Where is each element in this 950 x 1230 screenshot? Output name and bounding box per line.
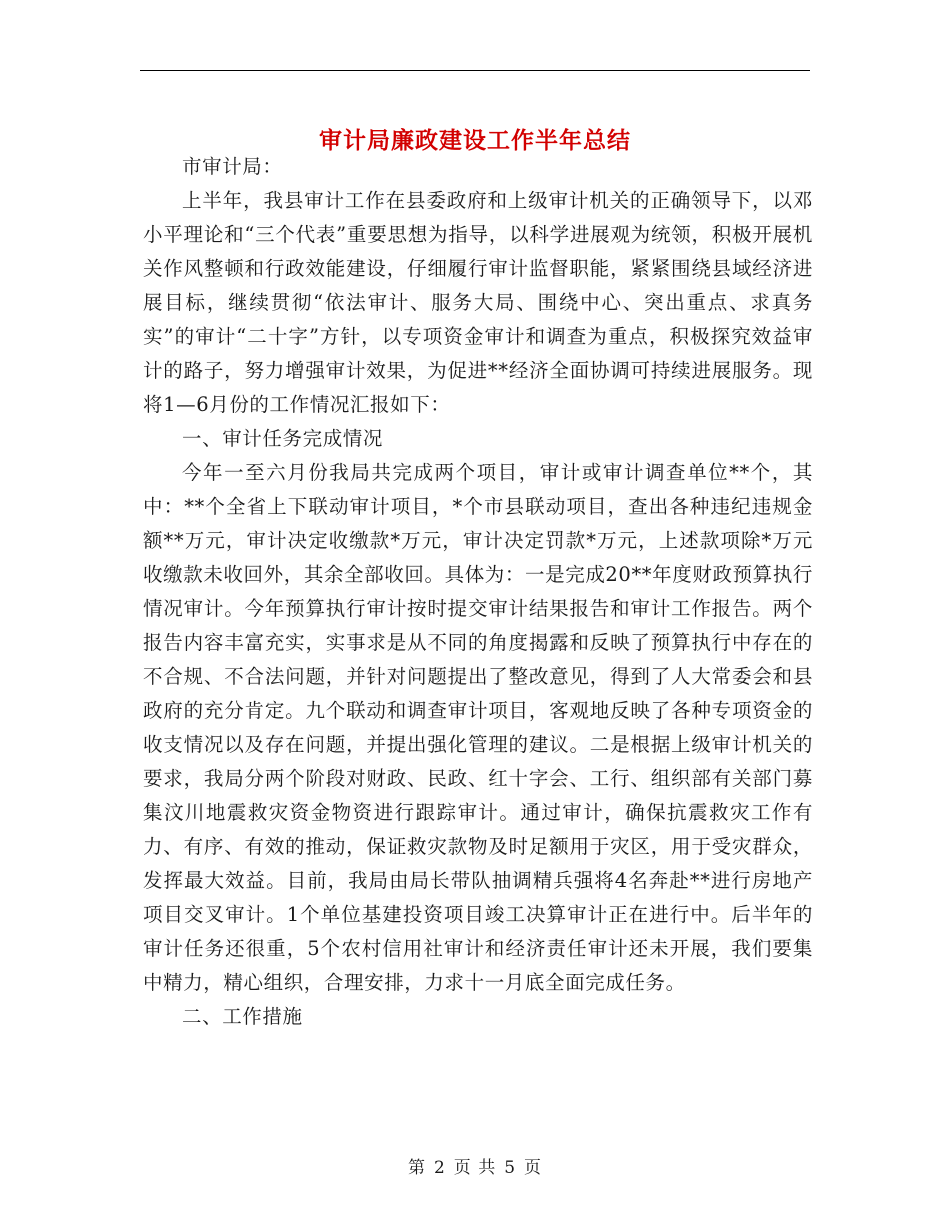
footer-suffix: 页 <box>524 1158 543 1178</box>
footer-prefix: 第 <box>407 1158 426 1178</box>
section-heading-2: 二、工作措施 <box>182 1005 303 1028</box>
document-title: 审计局廉政建设工作半年总结 <box>319 127 631 155</box>
footer-total-pages: 5 <box>504 1158 517 1178</box>
paragraph-audit-tasks: 今年一至六月份我局共完成两个项目，审计或审计调查单位**个，其中：**个全省上下联动审计项目，*个市县联动项目，查出各种违纪违规金额**万元，审计决定收缴款*万元，审计决定罚款*万元，上述款项除*万元收缴款未收回外，其余全部收回。具体为：一是完成20**年度财政预算执行情况审计。今年预算执行审计按时提交审计结果报告和审计工作报告。两个报告内容丰富充实，实事求是从不同的角度揭露和反映了预算执行中存在的不合规、不合法问题，并针对问题提出了整改意见，得到了人大常委会和县政府的充分肯定。九个联动和调查审计项目，客观地反映了各种专项资金的收支情况以及存在问题，并提出强化管理的建议。二是根据上级审计机关的要求，我局分两个阶段对财政、民政、红十字会、工行、组织部有关部门募集汶川地震救灾资金物资进行跟踪审计。通过审计，确保抗震救灾工作有力、有序、有效的推动，保证救灾款物及时足额用于灾区，用于受灾群众，发挥最大效益。目前，我局由局长带队抽调精兵强将4名奔赴**进行房地产项目交叉审计。1个单位基建投资项目竣工决算审计正在进行中。后半年的审计任务还很重，5个农村信用社审计和经济责任审计还未开展，我们要集中精力，精心组织，合理安排，力求十一月底全面完成任务。 <box>143 461 813 994</box>
salutation: 市审计局： <box>182 155 283 178</box>
document-body <box>143 150 813 1034</box>
footer-middle: 页 共 <box>453 1158 497 1178</box>
section-heading-1: 一、审计任务完成情况 <box>182 427 384 450</box>
page-footer <box>0 1153 950 1178</box>
header-rule <box>140 70 810 71</box>
footer-page-number: 2 <box>433 1158 446 1178</box>
paragraph-intro: 上半年，我县审计工作在县委政府和上级审计机关的正确领导下，以邓小平理论和“三个代表”重要思想为指导，以科学进展观为统领，积极开展机关作风整顿和行政效能建设，仔细履行审计监督职能，紧紧围绕县域经济进展目标，继续贯彻“依法审计、服务大局、围绕中心、突出重点、求真务实”的审计“二十字”方针，以专项资金审计和调查为重点，积极探究效益审计的路子，努力增强审计效果，为促进**经济全面协调可持续进展服务。现将1—6月份的工作情况汇报如下： <box>143 189 813 416</box>
